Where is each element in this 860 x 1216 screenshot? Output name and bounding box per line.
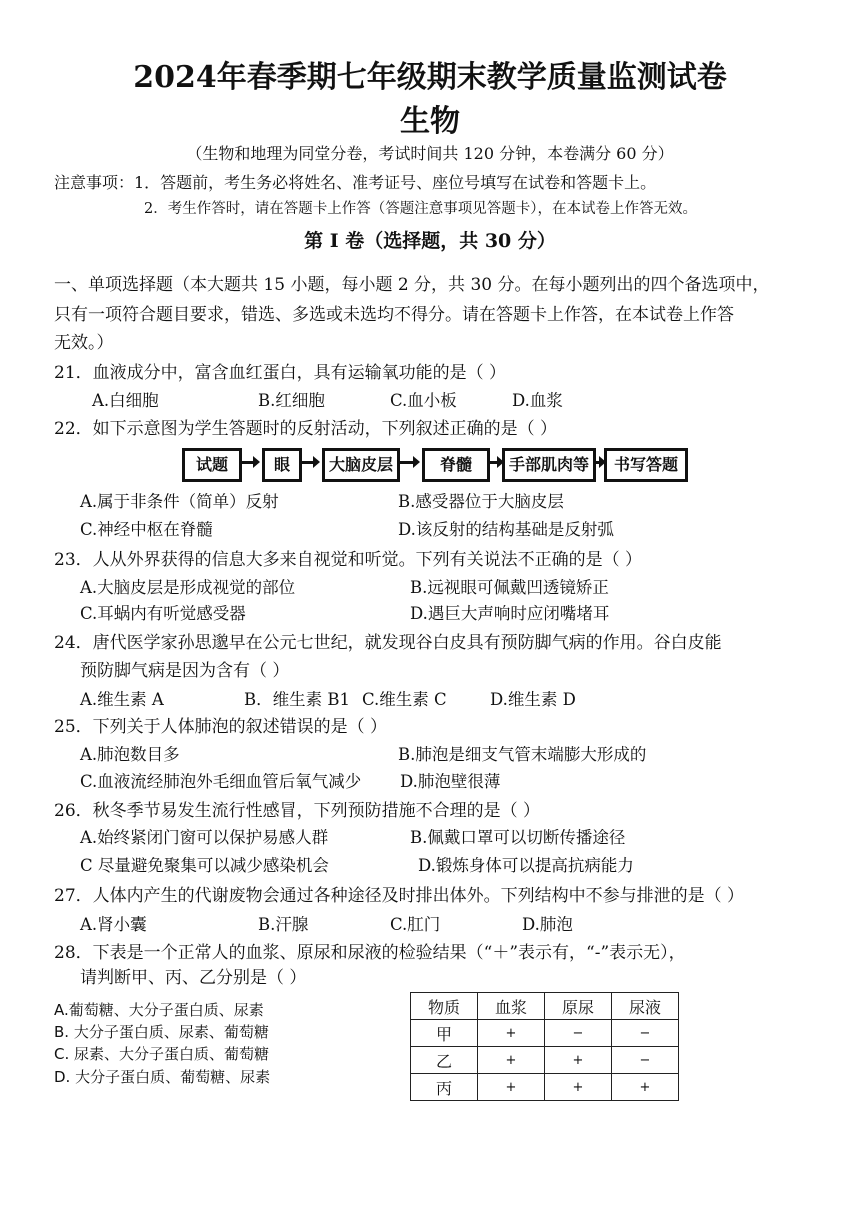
question-21-option-d: D.血浆 [512,391,563,410]
question-25-stem: 25．下列关于人体肺泡的叙述错误的是（ ） [54,717,388,737]
table-cell: + [478,1047,545,1074]
question-27-stem: 27．人体内产生的代谢废物会通过各种途径及时排出体外。下列结构中不参与排泄的是（ ） [54,886,745,906]
question-26-stem: 26．秋冬季节易发生流行性感冒，下列预防措施不合理的是（ ） [54,801,541,821]
notice-2: 2．考生作答时，请在答题卡上作答（答题注意事项见答题卡），在本试卷上作答无效。 [144,201,697,217]
question-23-option-a: A.大脑皮层是形成视觉的部位 [80,578,296,597]
urine-test-table [410,992,679,1101]
exam-title: 2024年春季期七年级期末教学质量监测试卷 [133,60,727,95]
question-28-option-d: D. 大分子蛋白质、葡萄糖、尿素 [54,1068,271,1086]
table-row [411,1074,679,1101]
table-cell: 乙 [411,1047,478,1074]
question-26-option-b: B.佩戴口罩可以切断传播途径 [410,828,626,847]
table-cell: 甲 [411,1020,478,1047]
flow-arrow-2 [302,461,316,464]
exam-subtitle: （生物和地理为同堂分卷，考试时间共 120 分钟，本卷满分 60 分） [186,144,674,163]
table-cell: + [478,1020,545,1047]
question-28-option-c: C. 尿素、大分子蛋白质、葡萄糖 [54,1045,270,1063]
question-25-option-d: D.肺泡壁很薄 [400,772,501,791]
table-cell: + [612,1074,679,1101]
question-22-option-d: D.该反射的结构基础是反射弧 [398,520,614,539]
table-cell: + [545,1074,612,1101]
table-header-cell: 原尿 [545,993,612,1020]
table-header-cell: 尿液 [612,993,679,1020]
question-23-option-c: C.耳蜗内有听觉感受器 [80,604,246,623]
question-23-stem: 23．人从外界获得的信息大多来自视觉和听觉。下列有关说法不正确的是（ ） [54,550,643,570]
table-row [411,1047,679,1074]
table-row [411,1020,679,1047]
section-title: 第 I 卷（选择题，共 30 分） [304,230,556,252]
table-cell: + [545,1047,612,1074]
section-intro-line-1: 一、单项选择题（本大题共 15 小题，每小题 2 分，共 30 分。在每小题列出的四个备选项中， [54,275,770,295]
flow-arrow-5 [596,461,602,464]
question-24-option-d: D.维生素 D [490,690,576,709]
flow-box-eye: 眼 [262,448,302,482]
question-24-stem-line-2: 预防脚气病是因为含有（ ） [80,661,290,681]
question-22-stem: 22．如下示意图为学生答题时的反射活动，下列叙述正确的是（ ） [54,419,558,439]
table-cell: 丙 [411,1074,478,1101]
question-24-stem-line-1: 24．唐代医学家孙思邈早在公元七世纪，就发现谷白皮具有预防脚气病的作用。谷白皮能 [54,633,722,653]
question-28-stem-line-2: 请判断甲、丙、乙分别是（ ） [80,968,307,988]
question-21-option-b: B.红细胞 [258,391,325,410]
table-header-row [411,993,679,1020]
question-24-option-a: A.维生素 A [80,690,164,709]
question-23-option-d: D.遇巨大声响时应闭嘴堵耳 [410,604,610,623]
flow-box-write-answer: 书写答题 [604,448,688,482]
question-26-option-d: D.锻炼身体可以提高抗病能力 [418,856,634,875]
table-cell: + [478,1074,545,1101]
question-24-option-c: C.维生素 C [362,690,447,709]
question-23-option-b: B.远视眼可佩戴凹透镜矫正 [410,578,609,597]
flow-box-cortex: 大脑皮层 [322,448,400,482]
reflex-flow-diagram [180,446,688,482]
question-25-option-b: B.肺泡是细支气管末端膨大形成的 [398,745,647,764]
question-21-option-a: A.白细胞 [92,391,159,410]
question-28-option-a: A.葡萄糖、大分子蛋白质、尿素 [54,1001,264,1019]
question-21-option-c: C.血小板 [390,391,457,410]
question-27-option-a: A.肾小囊 [80,915,147,934]
notice-1: 注意事项：1．答题前，考生务必将姓名、准考证号、座位号填写在试卷和答题卡上。 [54,173,657,192]
table-header-cell: 物质 [411,993,478,1020]
flow-box-spinal-cord: 脊髓 [422,448,490,482]
question-27-option-c: C.肛门 [390,915,441,934]
section-intro-line-3: 无效。） [54,333,114,353]
question-28-stem-line-1: 28．下表是一个正常人的血浆、原尿和尿液的检验结果（“＋”表示有，“-”表示无）， [54,943,686,963]
question-21-stem: 21．血液成分中，富含血红蛋白，具有运输氧功能的是（ ） [54,363,507,383]
question-27-option-d: D.肺泡 [522,915,573,934]
question-25-option-a: A.肺泡数目多 [80,745,180,764]
table-cell: − [612,1020,679,1047]
question-22-option-a: A.属于非条件（简单）反射 [80,492,279,511]
subject-title: 生物 [400,104,460,139]
question-24-option-b: B．维生素 B1 [244,690,350,709]
question-22-option-c: C.神经中枢在脊髓 [80,520,213,539]
section-intro-line-2: 只有一项符合题目要求，错选、多选或未选均不得分。请在答题卡上作答，在本试卷上作答 [54,305,734,325]
flow-box-hand-muscles: 手部肌肉等 [502,448,596,482]
question-27-option-b: B.汗腺 [258,915,309,934]
question-28-option-b: B. 大分子蛋白质、尿素、葡萄糖 [54,1023,269,1041]
question-26-option-a: A.始终紧闭门窗可以保护易感人群 [80,828,329,847]
flow-box-stimulus: 试题 [182,448,242,482]
table-header-cell: 血浆 [478,993,545,1020]
flow-arrow-1 [242,461,256,464]
question-26-option-c: C 尽量避免聚集可以减少感染机会 [80,856,329,875]
flow-arrow-3 [400,461,416,464]
table-cell: − [612,1047,679,1074]
table-cell: − [545,1020,612,1047]
flow-arrow-4 [490,461,500,464]
question-22-option-b: B.感受器位于大脑皮层 [398,492,564,511]
question-25-option-c: C.血液流经肺泡外毛细血管后氧气减少 [80,772,362,791]
